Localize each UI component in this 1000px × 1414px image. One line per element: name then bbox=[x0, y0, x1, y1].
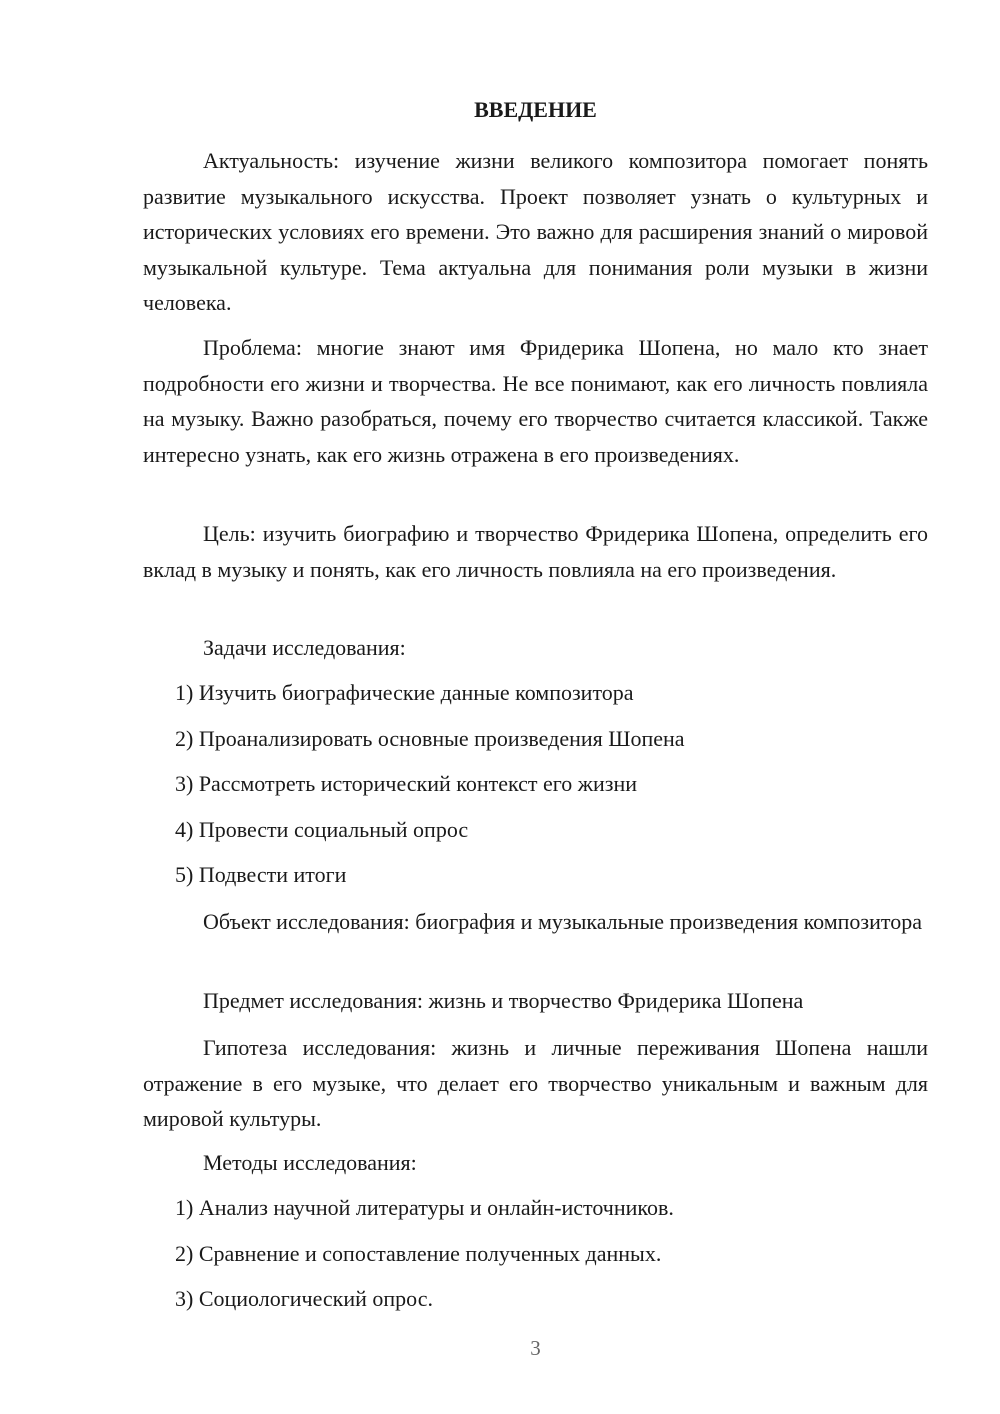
problem-block bbox=[143, 330, 928, 472]
task-item-3: 3) Рассмотреть исторический контекст его жизни bbox=[175, 771, 637, 796]
task-item-1: 1) Изучить биографические данные композитора bbox=[175, 680, 634, 705]
relevance-paragraph: Актуальность: изучение жизни великого композитора помогает понять развитие музыкального искусства. Проект позволяет узнать о культурных и исторических условиях его времени. Это важно для расширения знаний о мировой музыкальной культуре. Тема актуальна для понимания роли музыки в жизни человека. bbox=[143, 148, 928, 315]
method-item-3: 3) Социологический опрос. bbox=[175, 1286, 433, 1311]
task-item-4: 4) Провести социальный опрос bbox=[175, 817, 469, 842]
tasks-heading-block bbox=[143, 633, 928, 663]
method-item bbox=[143, 1284, 928, 1314]
subject-block bbox=[143, 986, 928, 1016]
section-title: ВВЕДЕНИЕ bbox=[474, 97, 597, 122]
hypothesis-block bbox=[143, 1030, 928, 1137]
relevance-block bbox=[143, 143, 928, 321]
task-item bbox=[143, 815, 928, 845]
subject-paragraph: Предмет исследования: жизнь и творчество Фридерика Шопена bbox=[203, 988, 804, 1013]
methods-heading-block bbox=[143, 1148, 928, 1178]
method-item bbox=[143, 1239, 928, 1269]
goal-block bbox=[143, 516, 928, 587]
task-item bbox=[143, 724, 928, 754]
task-item-2: 2) Проанализировать основные произведения Шопена bbox=[175, 726, 685, 751]
task-item bbox=[143, 769, 928, 799]
methods-heading: Методы исследования: bbox=[203, 1150, 417, 1175]
object-block bbox=[143, 904, 928, 940]
method-item-2: 2) Сравнение и сопоставление полученных данных. bbox=[175, 1241, 662, 1266]
task-item bbox=[143, 678, 928, 708]
object-paragraph: Объект исследования: биография и музыкальные произведения композитора bbox=[203, 909, 922, 934]
hypothesis-paragraph: Гипотеза исследования: жизнь и личные переживания Шопена нашли отражение в его музыке, что делает его творчество уникальным и важным для мировой культуры. bbox=[143, 1035, 928, 1131]
method-item-1: 1) Анализ научной литературы и онлайн-источников. bbox=[175, 1195, 674, 1220]
goal-paragraph: Цель: изучить биографию и творчество Фридерика Шопена, определить его вклад в музыку и понять, как его личность повлияла на его произведения. bbox=[143, 521, 928, 582]
method-item bbox=[143, 1193, 928, 1223]
page-number: 3 bbox=[530, 1336, 541, 1360]
task-item bbox=[143, 860, 928, 890]
problem-paragraph: Проблема: многие знают имя Фридерика Шопена, но мало кто знает подробности его жизни и творчества. Не все понимают, как его личность повлияла на музыку. Важно разобраться, почему его творчество считается классикой. Также интересно узнать, как его жизнь отражена в его произведениях. bbox=[143, 335, 928, 467]
tasks-heading: Задачи исследования: bbox=[203, 635, 406, 660]
task-item-5: 5) Подвести итоги bbox=[175, 862, 347, 887]
